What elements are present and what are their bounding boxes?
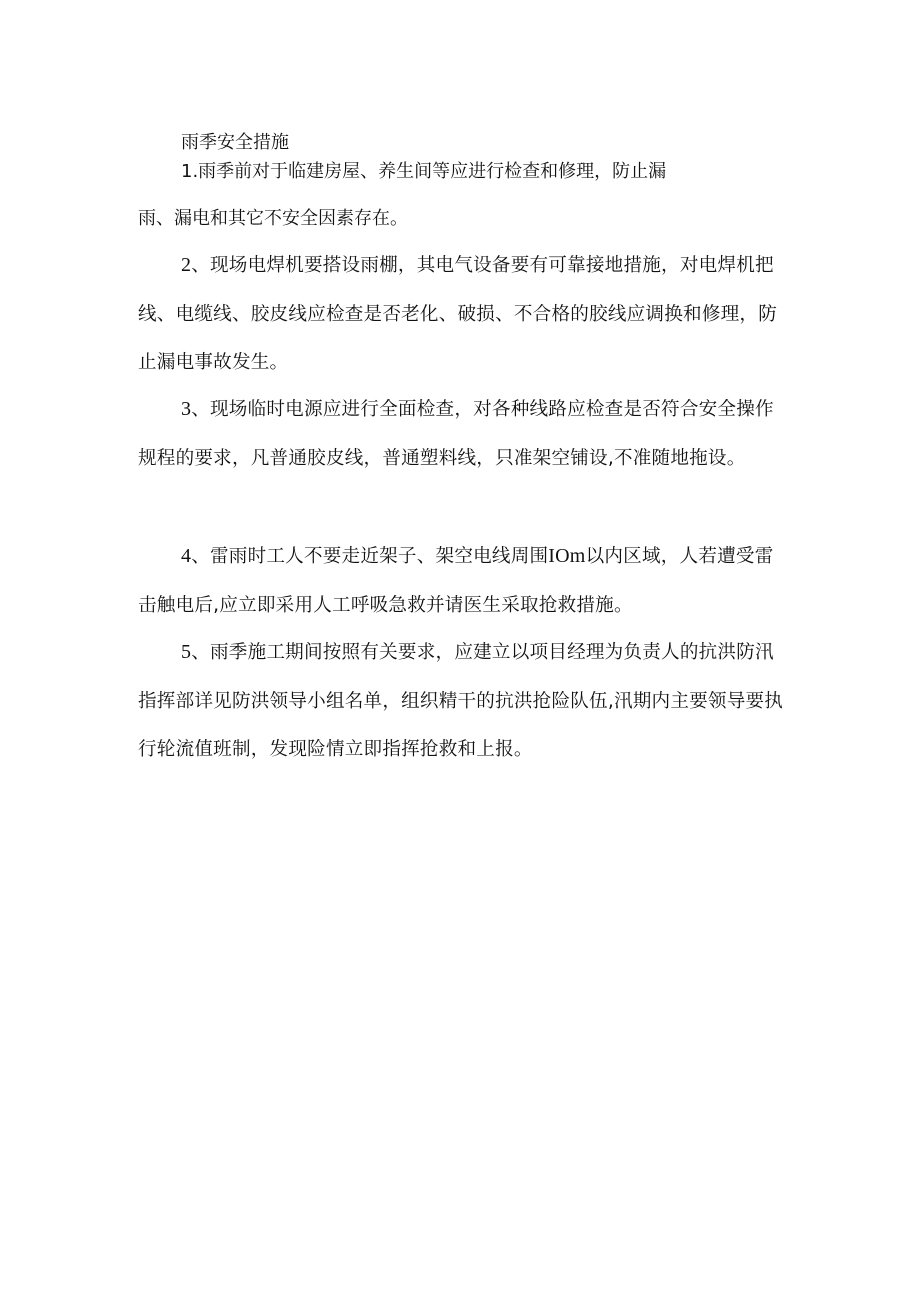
item-text: 、雨季施工期间按照有关要求，应建立以项目经理为负责人的抗洪防汛指挥部详见防洪领导小组名单，组织精干的抗洪抢险队伍,汛期内主要领导要执行轮流值班制，发现险情立即指挥抢救和上报。: [138, 642, 784, 760]
item-2: [138, 241, 788, 388]
item-number: 4: [181, 545, 192, 567]
item-5: [138, 628, 788, 775]
item-text: 、雷雨时工人不要走近架子、架空电线周围: [191, 546, 549, 567]
distance-value: IOm: [548, 545, 586, 567]
item-text: 、现场电焊机要搭设雨棚，其电气设备要有可靠接地措施，对电焊机把线、电缆线、胶皮线应检查是否老化、破损、不合格的胶线应调换和修理，防止漏电事故发生。: [138, 255, 777, 373]
item-1-line-1: 1.雨季前对于临建房屋、养生间等应进行检查和修理，防止漏: [181, 161, 667, 182]
item-number: 3: [181, 398, 192, 420]
document-title: 雨季安全措施: [181, 132, 289, 153]
item-1: [138, 160, 788, 231]
item-4: [138, 532, 788, 630]
item-number: 2: [181, 254, 192, 276]
item-text-continued: 以内区域，人若遭受雷击触电后,应立即采用人工呼吸急救并请医生采取抢救措施。: [138, 546, 774, 616]
item-number: 5: [181, 641, 192, 663]
item-text: 、现场临时电源应进行全面检查，对各种线路应检查是否符合安全操作规程的要求，凡普通胶皮线，普通塑料线，只准架空铺设,不准随地拖设。: [138, 399, 774, 469]
item-3: [138, 385, 788, 483]
item-1-line-2: 雨、漏电和其它不安全因素存在。: [138, 208, 408, 229]
